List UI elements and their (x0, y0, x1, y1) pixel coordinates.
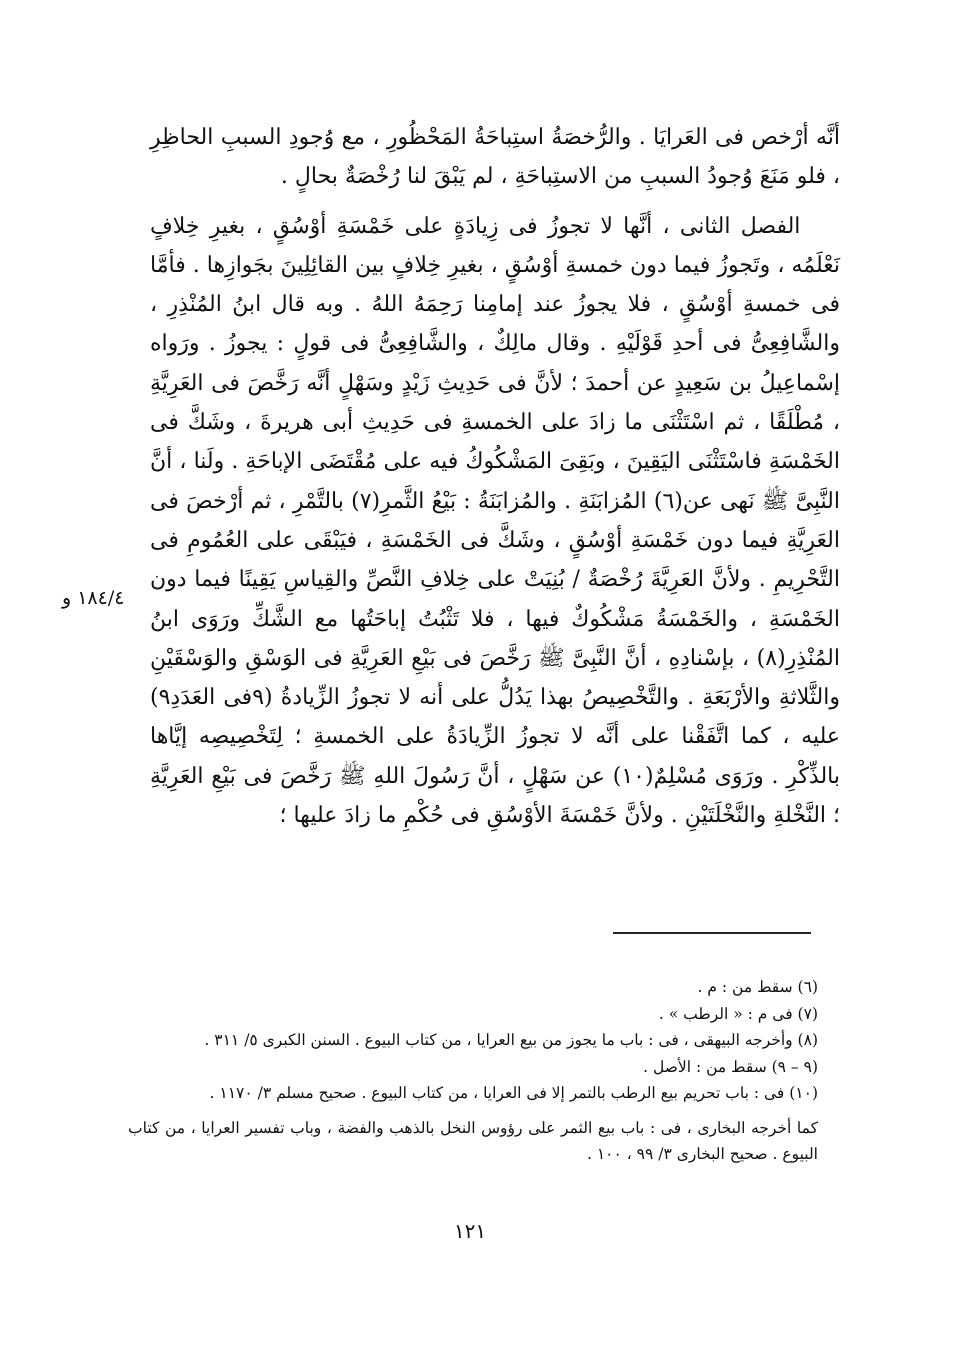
footnote-7: (٧) فى م : « الرطب » . (658, 1004, 818, 1023)
footnotes (128, 974, 818, 1168)
paragraph-1: أنَّه أرْخص فى العَرايَا . والرُّخصَةُ استِباحَةُ المَحْظُورِ ، مع وُجودِ السببِ الحاظِرِ ، فلو مَنَعَ وُجودُ السببِ من الاستِباحَةِ ، لم يَبْقَ لنا رُخْصَةٌ بحالٍ . (150, 125, 840, 190)
footnote-8: (٨) وأخرجه البيهقى ، فى : باب ما يجوز من بيع العرايا ، من كتاب البيوع . السنن الكبرى ٥/ ٣١١ . (204, 1031, 818, 1049)
margin-reference: ١٨٤/٤ و (62, 587, 125, 609)
footnote-10-continuation: كما أخرجه البخارى ، فى : باب بيع الثمر على رؤوس النخل بالذهب والفضة ، وباب تفسير العرايا ، من كتاب البيوع . صحيح البخارى ٣/ ٩٩ ، ١٠٠ . (128, 1118, 818, 1163)
footnote-9: (٩ – ٩) سقط من : الأصل . (643, 1057, 818, 1076)
page-number: ١٢١ (453, 1219, 487, 1243)
paragraph-2: الفصل الثانى ، أنَّها لا تجوزُ فى زِيادَةٍ على خَمْسَةِ أوْسُقٍ ، بغيرِ خِلافٍ نَعْلَمُه ، وتَجوزُ فيما دون خمسةِ أوْسُقٍ ، بغيرِ خِلافٍ بين القائِلِينَ بجَوازِها . فأمَّا فى خمسةِ أوْسُقٍ ، فلا يجوزُ عند إمامِنا رَحِمَهُ اللهُ . وبه قال ابنُ المُنْذِرِ ، والشَّافِعِىُّ فى أحدِ قَوْلَيْهِ . وقال مالِكٌ ، والشَّافِعِىُّ فى قولٍ : يجوزُ . ورَواه إسْماعِيلُ بن سَعِيدٍ عن أحمدَ ؛ لأنَّ فى حَدِيثِ زَيْدٍ وسَهْلٍ أنَّه رَخَّصَ فى العَرِيَّةِ ، مُطْلَقًا ، ثم اسْتَثْنَى ما زادَ على الخمسةِ فى حَدِيثِ أبى هريرةَ ، وشَكَّ فى الخَمْسَةِ فاسْتَثْنَى اليَقِينَ ، وبَقِىَ المَشْكُوكُ فيه على مُقْتَضَى الإباحَةِ . ولَنا ، أنَّ النَّبِىَّ ﷺ نَهى عن(٦) المُزابَنَةِ . والمُزابَنَةُ : بَيْعُ الثَّمرِ(٧) بالتَّمْرِ ، ثم أرْخصَ فى العَرِيَّةِ فيما دون خَمْسَةِ أوْسُقٍ ، وشَكَّ فى الخَمْسَةِ ، فيَبْقَى على العُمُومِ فى التَّحْرِيمِ . ولأنَّ العَرِيَّةَ رُخْصَةٌ / بُنِيَتْ على خِلافِ النَّصِّ والقِياسِ يَقِينًا فيما دون الخَمْسَةِ ، والخَمْسَةُ مَشْكُوكٌ فيها ، فلا تَثْبُتُ إباحَتُها مع الشَّكِّ ورَوَى ابنُ المُنْذِرِ(٨) ، بإسْنادِهِ ، أنَّ النَّبِىَّ ﷺ رَخَّصَ فى بَيْعِ العَرِيَّةِ فى الوَسْقِ والوَسْقَيْنِ والثَّلاثةِ والأرْبَعَةِ . والتَّخْصِيصُ بهذا يَدُلُّ على أنه لا تجوزُ الزِّيادةُ (٩فى العَدَدِ٩) عليه ، كما اتَّفَقْنا على أنَّه لا تجوزُ الزِّيادَةُ على الخمسةِ ؛ لِتَخْصِيصِه إيَّاها بالذِّكْرِ . ورَوَى مُسْلِمٌ(١٠) عن سَهْلٍ ، أنَّ رَسُولَ اللهِ ﷺ رَخَّصَ فى بَيْعِ العَرِيَّةِ ؛ النَّخْلةِ والنَّخْلَتَيْنِ . ولأنَّ خَمْسَةَ الأوْسُقِ فى حُكْمِ ما زادَ عليها ؛ (150, 213, 840, 829)
footnote-divider (613, 932, 811, 934)
main-text (150, 118, 840, 835)
footnote-6: (٦) سقط من : م . (697, 978, 818, 996)
footnote-10: (١٠) فى : باب تحريم بيع الرطب بالتمر إلا فى العرايا ، من كتاب البيوع . صحيح مسلم ٣/ ١١٧٠ . (209, 1084, 818, 1102)
